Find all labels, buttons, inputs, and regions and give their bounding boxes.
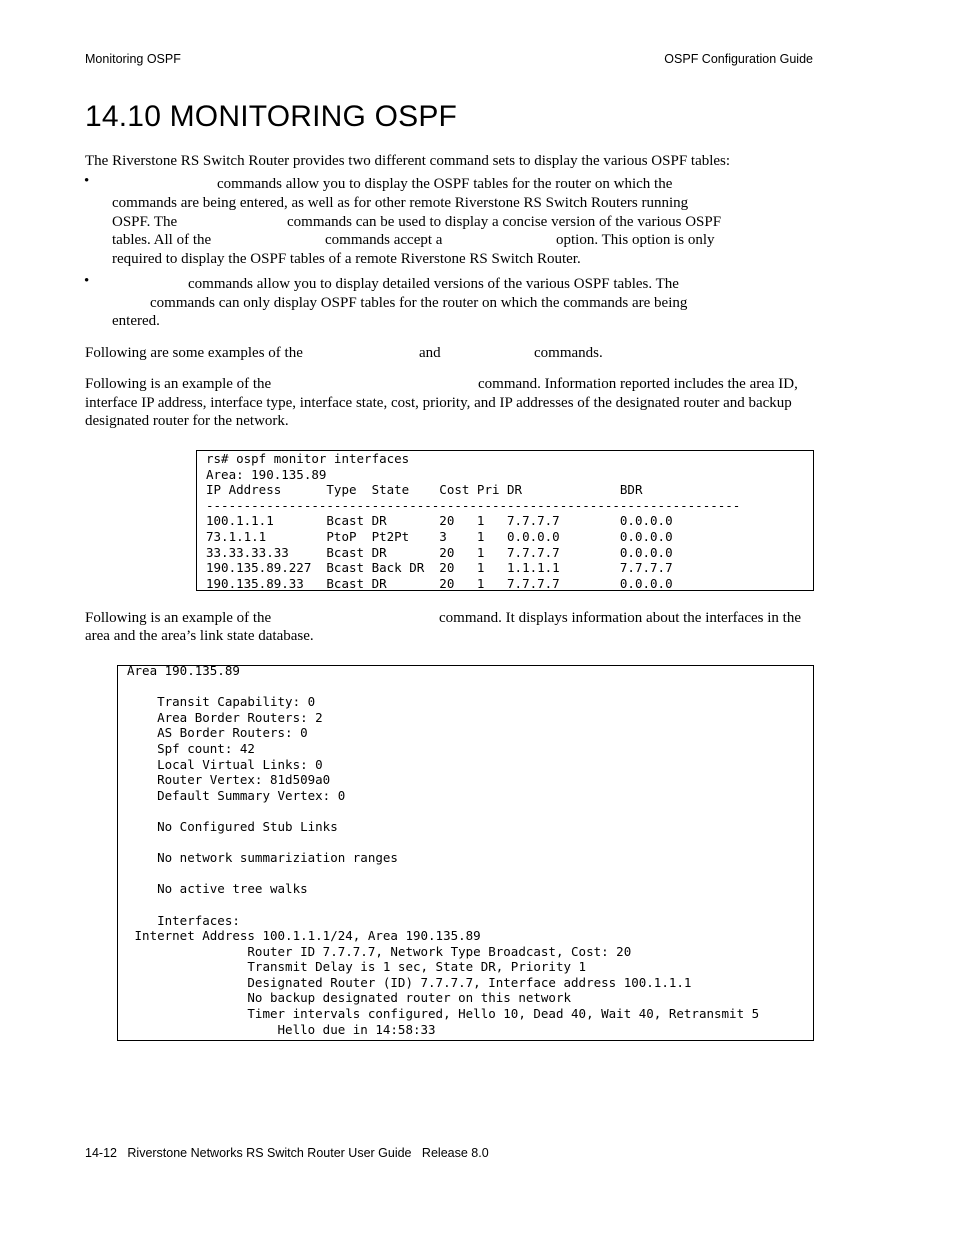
examples-line-a: Following are some examples of the <box>85 345 303 361</box>
bullet1-line4a: tables. All of the <box>112 232 212 248</box>
bullet1-line1: commands allow you to display the OSPF tables for the router on which the <box>217 176 673 192</box>
code-block-area <box>117 665 814 1041</box>
bullet1-line4c: option. This option is only <box>556 232 715 248</box>
example2-line2: area and the area’s link state database. <box>85 628 314 644</box>
section-title: 14.10 MONITORING OSPF <box>85 100 458 133</box>
example1-line2: interface IP address, interface type, interface state, cost, priority, and IP addresses of the designated router and backup <box>85 395 792 411</box>
bullet1-line3a: OSPF. The <box>112 214 178 230</box>
example2-line1a: Following is an example of the <box>85 610 272 626</box>
bullet2-line1: commands allow you to display detailed versions of the various OSPF tables. The <box>188 276 679 292</box>
bullet1-line5: required to display the OSPF tables of a remote Riverstone RS Switch Router. <box>112 251 581 267</box>
running-header-left: Monitoring OSPF <box>85 52 181 66</box>
page-footer: 14-12 Riverstone Networks RS Switch Router User Guide Release 8.0 <box>85 1146 489 1160</box>
example1-line1a: Following is an example of the <box>85 376 272 392</box>
examples-line-c: commands. <box>534 345 603 361</box>
running-header-right: OSPF Configuration Guide <box>664 52 813 66</box>
bullet1-line2: commands are being entered, as well as for other remote Riverstone RS Switch Routers running <box>112 195 689 211</box>
bullet2-line2: commands can only display OSPF tables for the router on which the commands are being <box>150 295 688 311</box>
code-interfaces-text: rs# ospf monitor interfaces Area: 190.135.89 IP Address Type State Cost Pri DR BDR ----------------------------------------------------------------------- 100.1.1.1 Bcast DR 20 1 7.7.7.7 0.0.0.0 73.1.1.1 PtoP Pt2Pt 3 1 0.0.0.0 0.0.0.0 33.33.33.33 Bcast DR 20 1 7.7.7.7 0.0.0.0 190.135.89.227 Bcast Back DR 20 1 1.1.1.1 7.7.7.7 190.135.89.33 Bcast DR 20 1 7.7.7.7 0.0.0.0 <box>206 451 741 591</box>
bullet-marker-2: • <box>84 273 90 289</box>
example1-line3: designated router for the network. <box>85 413 289 429</box>
code-block-interfaces <box>196 450 814 591</box>
intro-paragraph: The Riverstone RS Switch Router provides two different command sets to display the various OSPF tables: <box>85 153 731 169</box>
bullet2-line3: entered. <box>112 313 160 329</box>
example2-line1b: command. It displays information about the interfaces in the <box>439 610 801 626</box>
bullet-marker-1: • <box>84 173 90 189</box>
bullet1-line3b: commands can be used to display a concise version of the various OSPF <box>287 214 722 230</box>
example1-line1b: command. Information reported includes the area ID, <box>478 376 798 392</box>
bullet1-line4b: commands accept a <box>325 232 443 248</box>
code-area-text: Area 190.135.89 Transit Capability: 0 Area Border Routers: 2 AS Border Routers: 0 Spf count: 42 Local Virtual Links: 0 Router Vertex: 81d509a0 Default Summary Vertex: 0 No Configured Stub Links No network summariziation ranges No active tree walks Interfaces: Internet Address 100.1.1.1/24, Area 190.135.89 Router ID 7.7.7.7, Network Type Broadcast, Cost: 20 Transmit Delay is 1 sec, State DR, Priority 1 Designated Router (ID) 7.7.7.7, Interface address 100.1.1.1 No backup designated router on this network Timer intervals configured, Hello 10, Dead 40, Wait 40, Retransmit 5 Hello due in 14:58:33 <box>127 663 760 1037</box>
examples-line-b: and <box>419 345 441 361</box>
